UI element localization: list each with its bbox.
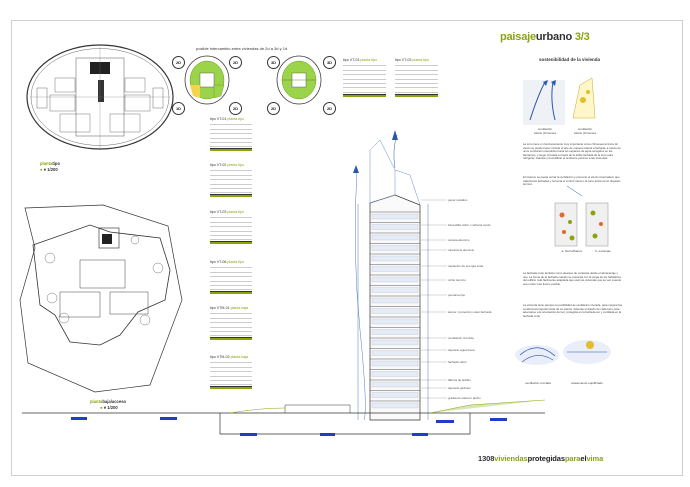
typology-title: tipo VT-03 planta tipo	[210, 210, 244, 214]
tower-note: captación de energía solar	[448, 264, 484, 268]
tower-note: ventilación cruzada	[448, 336, 474, 340]
floor-glazing	[372, 309, 418, 314]
typology-title: tipo VT-01 planta tipo	[210, 117, 244, 121]
tower-note: barandilla vidrio / cubierta verde	[448, 223, 491, 227]
tower-note: persiana tipo	[448, 293, 466, 297]
typology-total	[210, 337, 252, 340]
sustainability-paragraph-3: La fachada norte también como aparece de ventanas desde el almacenaje y uso. La forma de la fachada cuando se presenta con la carga de los habitantes del edificio más fácilmente adaptada que usar las viviendas que se ven cuando sea el aire más fresco posible.	[523, 271, 622, 286]
top-typology-table	[395, 58, 438, 97]
typical-floor-plan	[27, 45, 173, 149]
floor-glazing	[372, 225, 418, 230]
typology-title: tipo VT-03 planta tipo	[343, 58, 377, 62]
tower-note: gradiente natural / jardín	[448, 396, 481, 400]
typology-title: tipo VT-03 planta tipo	[395, 58, 429, 62]
caption-icon-2: b: escamas	[595, 249, 611, 253]
plan-label-typical: plantatipo	[40, 161, 61, 166]
floor-glazing	[372, 330, 418, 335]
sustainability-paragraph-4: La vivienda tiene siempre la posibilidad de ventilación cruzada, para mejorar las condiciones higrotérmicas de su interior. Además el diseño de cada torre para adecuarse a la orientación del sol, protegida en la fachada sur y ventilada en la fachada norte.	[523, 303, 623, 318]
tower-note: vidrio térmico	[448, 278, 466, 282]
tower-note: depósito jardines	[448, 386, 471, 390]
bedroom-badge: 2D	[229, 102, 242, 115]
floor-glazing	[372, 340, 418, 345]
tower-elevation	[353, 130, 428, 420]
floor-glazing	[372, 298, 418, 303]
typology-row	[210, 143, 252, 147]
plan-label-ground: plantabaja/acceso	[90, 399, 127, 404]
typology-table	[210, 163, 252, 197]
typology-row	[210, 236, 252, 240]
floor-glazing	[372, 361, 418, 366]
typology-title: tipo VTM-01 planta baja	[210, 306, 249, 310]
bedroom-badge: 2D	[229, 56, 242, 69]
tower-note: fábrica de ladrillo	[448, 378, 471, 382]
floor-glazing	[372, 277, 418, 282]
typology-total	[210, 386, 252, 389]
floor-glazing	[372, 382, 418, 387]
floor-glazing	[372, 393, 418, 398]
floor-glazing	[372, 246, 418, 251]
typology-total	[210, 194, 252, 197]
typology-row	[210, 189, 252, 193]
typology-table	[210, 210, 252, 244]
typology-total	[395, 94, 438, 97]
floor-glazing	[372, 235, 418, 240]
caption-cross-ventilation: ventilación cruzada	[525, 381, 551, 385]
typology-row	[343, 88, 386, 92]
caption-ventilation-1: ventilación efecto chimenea	[533, 127, 556, 135]
tower-note: panel metálico	[448, 198, 468, 202]
floor-glazing	[372, 214, 418, 219]
typology-table	[210, 117, 252, 151]
tower-note: aleros / protección solar fachada	[448, 310, 492, 314]
caption-icon-1: a: hierro/blanco	[561, 249, 583, 253]
project-footer: 1308viviendasprotegidasparaelvima	[478, 454, 604, 463]
tower-note: depósito agua lluvia	[448, 348, 475, 352]
caption-ventilation-2: ventilación efecto chimenea	[573, 127, 596, 135]
sheet-title: paisajeurbano 3/3	[500, 31, 590, 43]
typology-title: tipo VT-06 planta tipo	[210, 260, 244, 264]
bedroom-badge: 2D	[267, 102, 280, 115]
floor-glazing	[372, 288, 418, 293]
typology-total	[210, 148, 252, 151]
caption-solar: soleamiento equilibrado	[571, 381, 603, 385]
bedroom-badge: 2D	[172, 56, 185, 69]
floor-glazing	[372, 403, 418, 408]
typology-row	[210, 381, 252, 385]
floor-glazing	[372, 256, 418, 261]
typology-total	[343, 94, 386, 97]
note-leaders	[421, 200, 447, 398]
exchange-caption: posible intercambio entre viviendas de 2d a 3d y 1d	[196, 46, 288, 51]
typology-total	[210, 291, 252, 294]
floor-glazing	[372, 267, 418, 272]
exchange-diagram-left	[185, 56, 229, 104]
bedroom-badge: 3D	[323, 56, 336, 69]
typology-table	[210, 306, 252, 340]
typology-title: tipo VT-02 planta tipo	[210, 163, 244, 167]
tower-note: celosía aluminio	[448, 238, 470, 242]
top-typology-table	[343, 58, 386, 97]
typology-table	[210, 260, 252, 294]
floor-glazing	[372, 351, 418, 356]
ground-floor-plan	[20, 205, 182, 392]
plan-scale-typical: ● e 1/200	[40, 167, 58, 172]
tower-note: carpintería aluminio	[448, 248, 475, 252]
typology-row	[210, 286, 252, 290]
exchange-diagram-right	[277, 56, 321, 104]
typology-row	[395, 88, 438, 92]
typology-title: tipo VTM-02 planta baja	[210, 355, 249, 359]
plan-scale-ground: ● e 1/200	[100, 405, 118, 410]
typology-total	[210, 241, 252, 244]
sustainability-diagrams	[515, 78, 611, 365]
bedroom-badge: 3D	[267, 56, 280, 69]
tower-note: fachada vidrio	[448, 360, 467, 364]
bedroom-badge: 2D	[323, 102, 336, 115]
typology-row	[210, 332, 252, 336]
sustainability-paragraph-1: La torre tiene un funcionamiento muy importante como chimenea térmica. El viento se puede hacer circular el aire de manera natural a fachada, a través de unos conductos enterrados hacia los espacios de agua recogidos en los barrancos, y luego circulará a través de la doble fachada de la torre para refrigerar, calentar y humidificar el ambiente próximo a las viviendas.	[523, 142, 621, 160]
sustainability-paragraph-2: El invierno se puede cerrar la ventilación y provocar el efecto invernadero que calienta las fachadas y fomenta el confort interior, la torre actúa como depósito térmico.	[523, 175, 621, 186]
sustainability-title: sostenibilidad de la vivienda	[539, 57, 601, 62]
bedroom-badge: 1D	[172, 102, 185, 115]
floor-glazing	[372, 372, 418, 377]
typology-table	[210, 355, 252, 389]
floor-glazing	[372, 319, 418, 324]
